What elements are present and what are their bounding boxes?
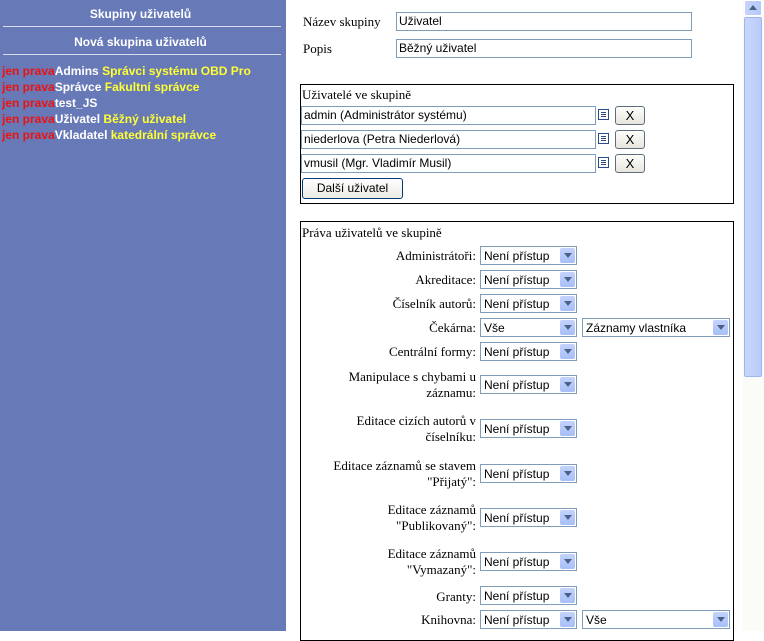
select-value: Vše	[484, 321, 505, 335]
user-list-icon[interactable]	[598, 133, 609, 144]
select-value: Není přístup	[484, 511, 550, 525]
group-prefix: jen prava	[2, 64, 55, 78]
right-label: Granty:	[436, 589, 476, 604]
select-value: Není přístup	[484, 589, 550, 603]
group-name: Uživatel	[54, 112, 101, 126]
group-name: test_JS	[54, 96, 98, 110]
sidebar-group-vkladatel[interactable]	[2, 128, 216, 142]
main-panel	[292, 0, 743, 631]
right-label: Číselník autorů:	[392, 296, 476, 311]
chevron-down-icon	[560, 421, 575, 436]
sidebar-link-groups[interactable]: Skupiny uživatelů	[89, 7, 192, 21]
right-select[interactable]	[480, 342, 577, 361]
chevron-down-icon	[560, 344, 575, 359]
right-select[interactable]	[480, 610, 577, 629]
select-value: Není přístup	[484, 273, 550, 287]
rights-legend: Práva uživatelů ve skupině	[302, 225, 442, 240]
chevron-down-icon	[713, 320, 728, 335]
right-select[interactable]	[480, 246, 577, 265]
right-select[interactable]	[480, 464, 577, 483]
right-label: Knihovna:	[421, 612, 476, 627]
group-name: Správce	[54, 80, 102, 94]
user-field[interactable]: niederlova (Petra Niederlová)	[301, 130, 596, 149]
scroll-up-arrow-icon[interactable]	[744, 0, 762, 16]
select-value: Není přístup	[484, 297, 550, 311]
right-select[interactable]	[480, 419, 577, 438]
select-value: Není přístup	[484, 613, 550, 627]
right-select[interactable]	[480, 294, 577, 313]
chevron-down-icon	[560, 510, 575, 525]
user-field[interactable]: vmusil (Mgr. Vladimír Musil)	[301, 154, 596, 173]
group-desc: katedrální správce	[110, 128, 217, 142]
group-desc-input[interactable]: Běžný uživatel	[396, 39, 692, 58]
scrollbar-thumb[interactable]	[744, 17, 762, 377]
user-field[interactable]: admin (Administrátor systému)	[301, 106, 596, 125]
right-select[interactable]	[480, 586, 577, 605]
chevron-down-icon	[560, 466, 575, 481]
group-prefix: jen prava	[2, 96, 55, 110]
chevron-down-icon	[560, 554, 575, 569]
group-prefix: jen prava	[2, 128, 55, 142]
right-select[interactable]	[480, 375, 577, 394]
sidebar	[0, 0, 286, 631]
sidebar-group-admins[interactable]	[2, 64, 251, 78]
right-select[interactable]	[480, 270, 577, 289]
group-name: Admins	[54, 64, 99, 78]
right-label: Editace záznamů "Publikovaný":	[387, 502, 476, 533]
group-name-input[interactable]: Uživatel	[396, 12, 692, 31]
group-desc-label: Popis	[303, 41, 332, 56]
group-desc: Fakultní správce	[104, 80, 200, 94]
sidebar-link-new-group[interactable]: Nová skupina uživatelů	[74, 35, 207, 49]
group-desc: Správci systému OBD Pro	[102, 64, 251, 78]
select-value: Není přístup	[484, 378, 550, 392]
right-select-secondary[interactable]	[582, 318, 730, 337]
right-label: Manipulace s chybami u záznamu:	[348, 369, 476, 400]
right-label: Editace záznamů "Vymazaný":	[387, 546, 476, 577]
select-value: Záznamy vlastníka	[586, 321, 687, 335]
remove-user-button[interactable]: X	[615, 106, 645, 125]
chevron-down-icon	[560, 296, 575, 311]
chevron-down-icon	[713, 612, 728, 627]
add-user-button[interactable]: Další uživatel	[302, 178, 403, 199]
right-select-secondary[interactable]	[582, 610, 730, 629]
group-prefix: jen prava	[2, 80, 55, 94]
users-legend: Uživatelé ve skupině	[302, 87, 412, 102]
chevron-down-icon	[560, 248, 575, 263]
rights-labels	[292, 0, 476, 631]
sidebar-group-uzivatel[interactable]	[2, 112, 186, 126]
right-select[interactable]	[480, 552, 577, 571]
remove-user-button[interactable]: X	[615, 130, 645, 149]
user-list-icon[interactable]	[598, 157, 609, 168]
sidebar-group-spravce[interactable]	[2, 80, 199, 94]
sidebar-group-test-js[interactable]	[2, 96, 97, 110]
right-label: Čekárna:	[429, 320, 476, 335]
right-select[interactable]	[480, 508, 577, 527]
sidebar-divider	[3, 54, 281, 55]
right-label: Akreditace:	[415, 272, 476, 287]
right-label: Administrátoři:	[395, 248, 476, 263]
select-value: Není přístup	[484, 422, 550, 436]
select-value: Není přístup	[484, 555, 550, 569]
select-value: Vše	[586, 613, 607, 627]
select-value: Není přístup	[484, 467, 550, 481]
sidebar-divider	[3, 26, 281, 27]
chevron-down-icon	[560, 320, 575, 335]
chevron-down-icon	[560, 377, 575, 392]
group-name-label: Název skupiny	[303, 14, 381, 29]
group-desc: Běžný uživatel	[103, 112, 187, 126]
right-label: Centrální formy:	[388, 344, 476, 359]
select-value: Není přístup	[484, 249, 550, 263]
chevron-down-icon	[560, 272, 575, 287]
remove-user-button[interactable]: X	[615, 154, 645, 173]
select-value: Není přístup	[484, 345, 550, 359]
right-label: Editace záznamů se stavem "Přijatý":	[333, 458, 476, 489]
user-list-icon[interactable]	[598, 109, 609, 120]
right-select[interactable]	[480, 318, 577, 337]
right-label: Editace cizích autorů v číselníku:	[356, 413, 476, 444]
group-name: Vkladatel	[54, 128, 108, 142]
chevron-down-icon	[560, 612, 575, 627]
vertical-scrollbar[interactable]	[743, 0, 764, 631]
chevron-down-icon	[560, 588, 575, 603]
group-prefix: jen prava	[2, 112, 55, 126]
